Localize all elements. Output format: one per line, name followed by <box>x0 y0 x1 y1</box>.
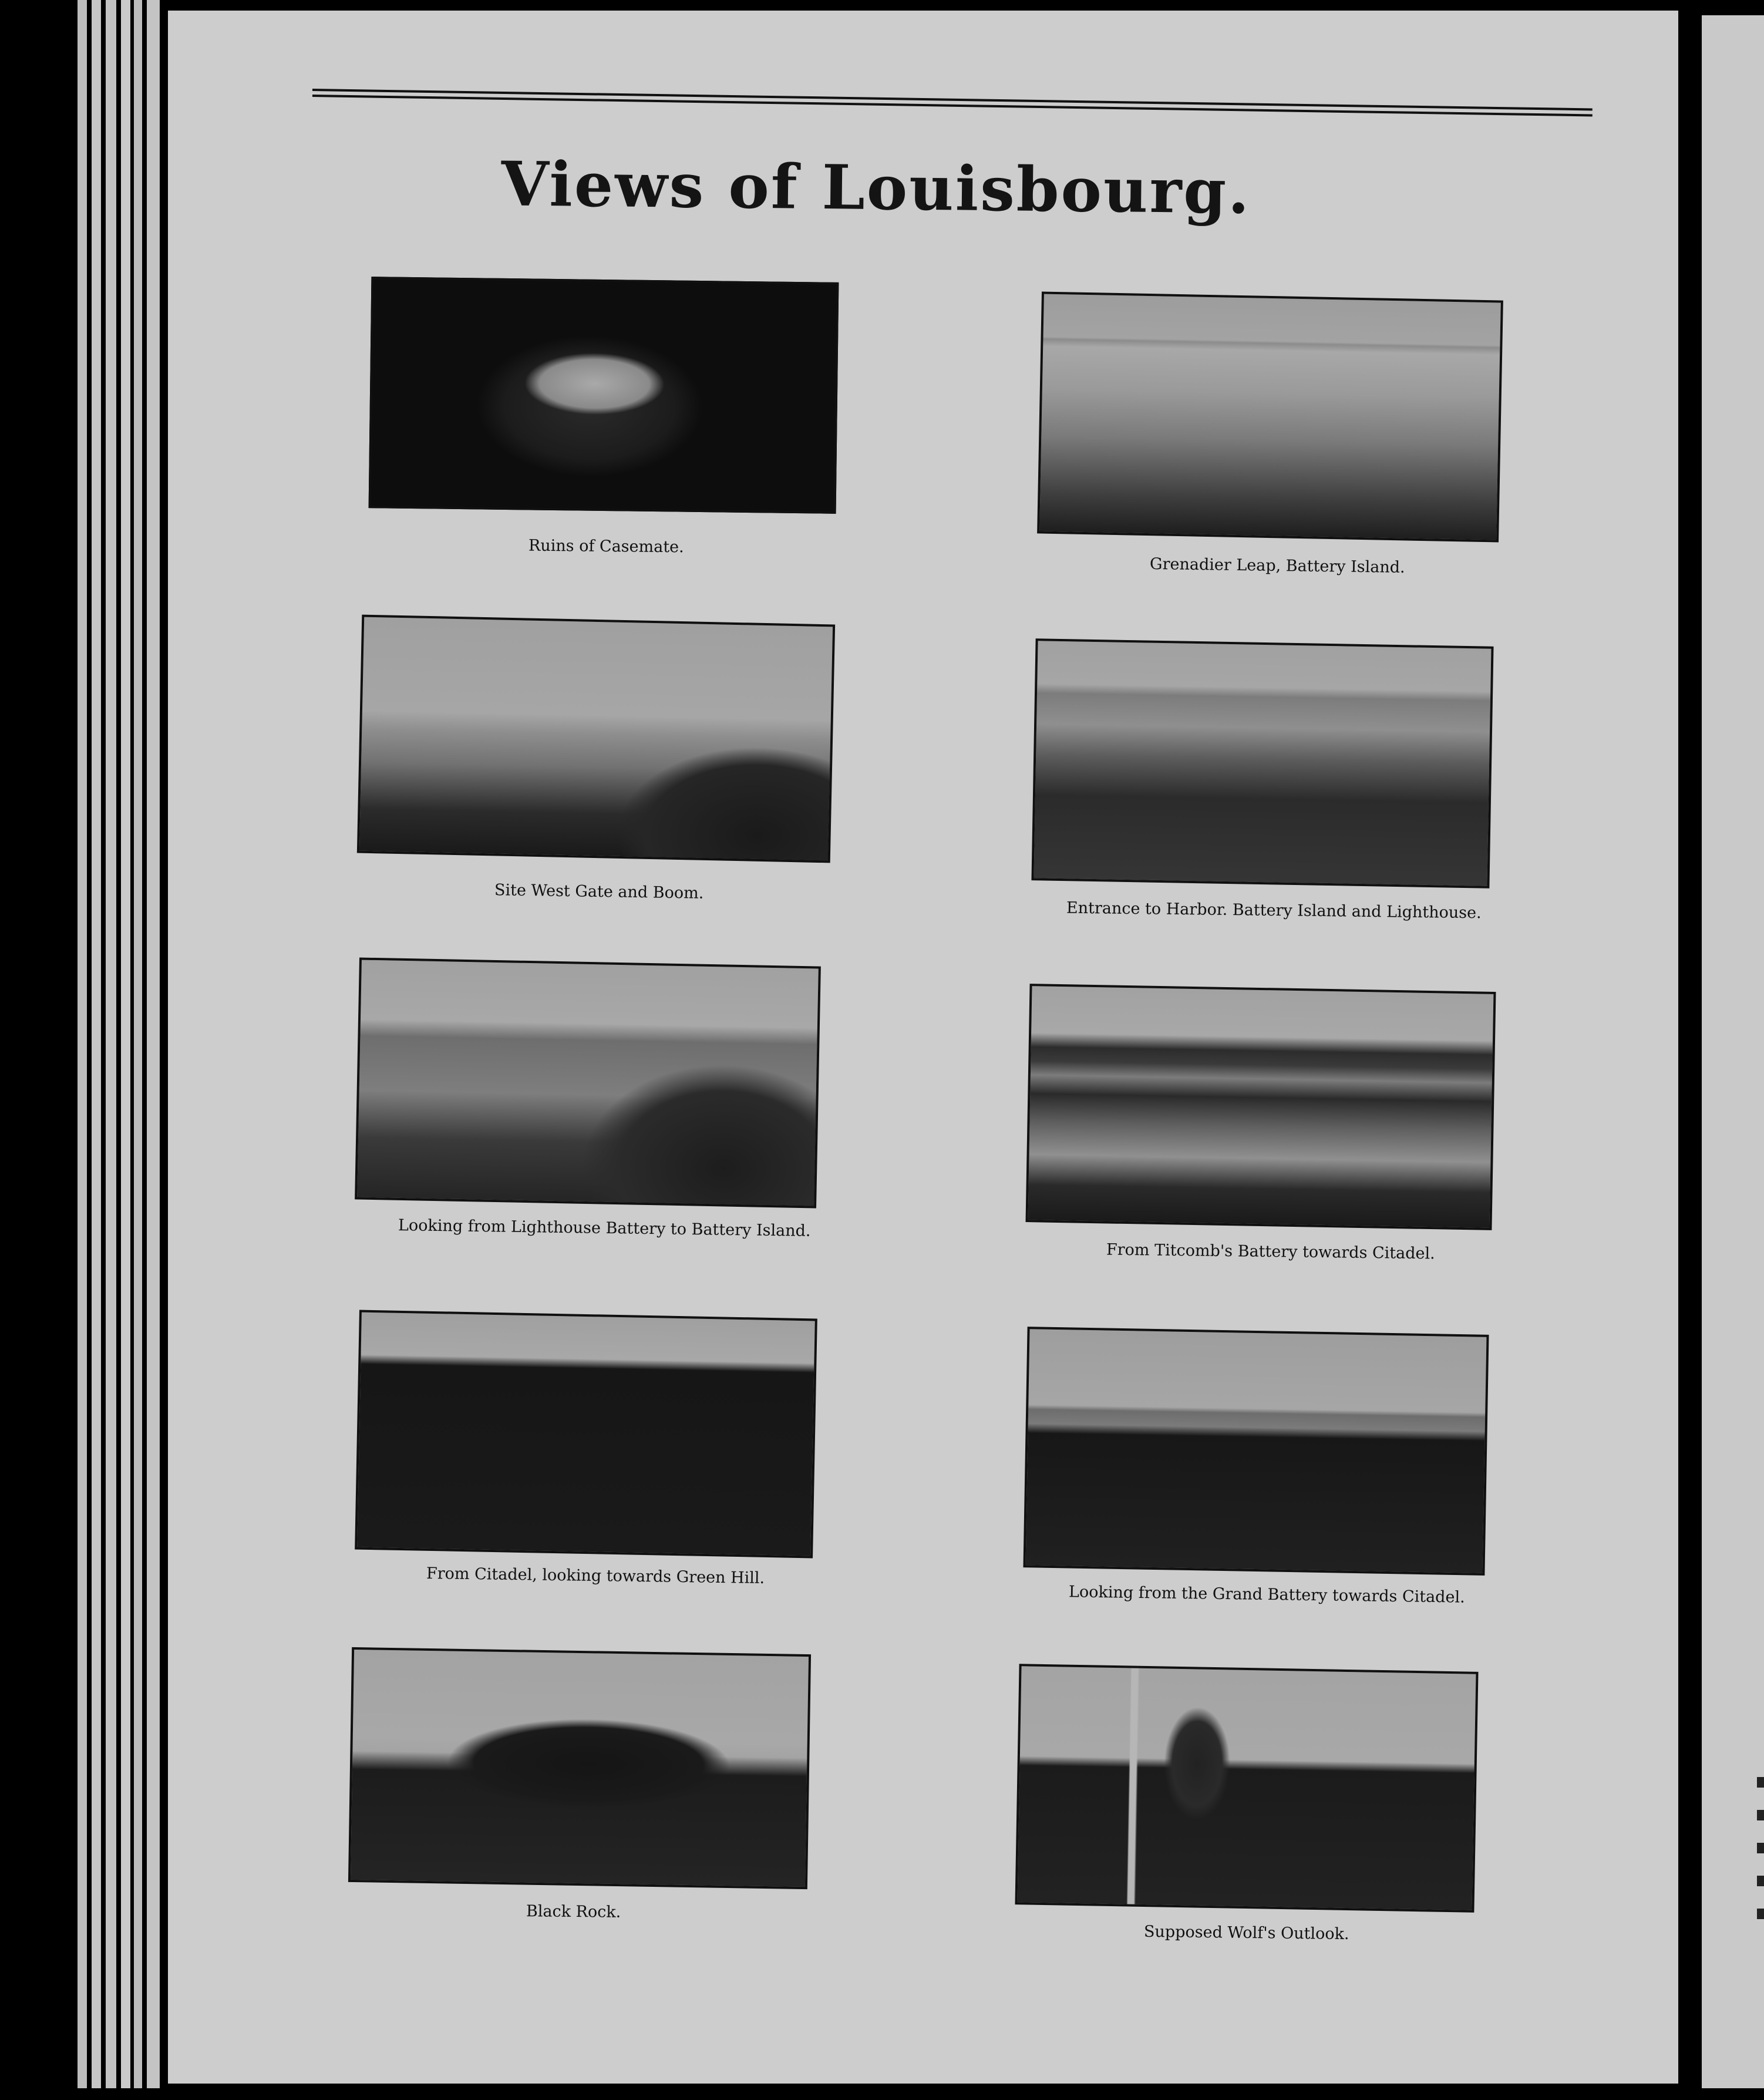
caption-grenadier-leap: Grenadier Leap, Battery Island. <box>1149 554 1405 577</box>
page-edge <box>121 0 130 2088</box>
photo-lighthouse-battery <box>355 957 821 1208</box>
page-edge <box>92 0 101 2088</box>
caption-black-rock: Black Rock. <box>526 1902 621 1921</box>
caption-citadel-green-hill: From Citadel, looking towards Green Hill. <box>426 1564 765 1588</box>
photo-entrance-to-harbor <box>1031 638 1493 889</box>
page-edge <box>106 0 116 2088</box>
caption-grand-battery: Looking from the Grand Battery towards Citadel. <box>1068 1583 1465 1607</box>
caption-titcombs-battery: From Titcomb's Battery towards Citadel. <box>1106 1240 1435 1263</box>
page-edge <box>78 0 87 2088</box>
adjacent-page-edge <box>1702 15 1764 2088</box>
page-title: Views of Louisbourg. <box>501 147 1251 228</box>
caption-site-west-gate: Site West Gate and Boom. <box>494 881 704 903</box>
page-edge <box>134 0 142 2088</box>
photo-citadel-green-hill <box>355 1310 817 1559</box>
caption-wolfs-outlook: Supposed Wolf's Outlook. <box>1143 1922 1349 1944</box>
photo-site-west-gate <box>357 615 835 863</box>
adjacent-page-text-fragments <box>1757 1777 1764 1930</box>
page-edge <box>147 0 160 2088</box>
photo-grenadier-leap <box>1037 291 1503 542</box>
photo-grand-battery <box>1023 1327 1489 1576</box>
photo-black-rock <box>348 1647 811 1889</box>
caption-lighthouse-battery: Looking from Lighthouse Battery to Battery Island. <box>398 1216 811 1240</box>
photo-ruins-of-casemate <box>369 277 839 514</box>
scanned-page <box>168 11 1678 2084</box>
photo-titcombs-battery <box>1026 984 1496 1230</box>
caption-entrance-to-harbor: Entrance to Harbor. Battery Island and Lighthouse. <box>1066 898 1482 923</box>
caption-ruins-of-casemate: Ruins of Casemate. <box>528 536 684 557</box>
photo-wolfs-outlook <box>1015 1664 1478 1913</box>
